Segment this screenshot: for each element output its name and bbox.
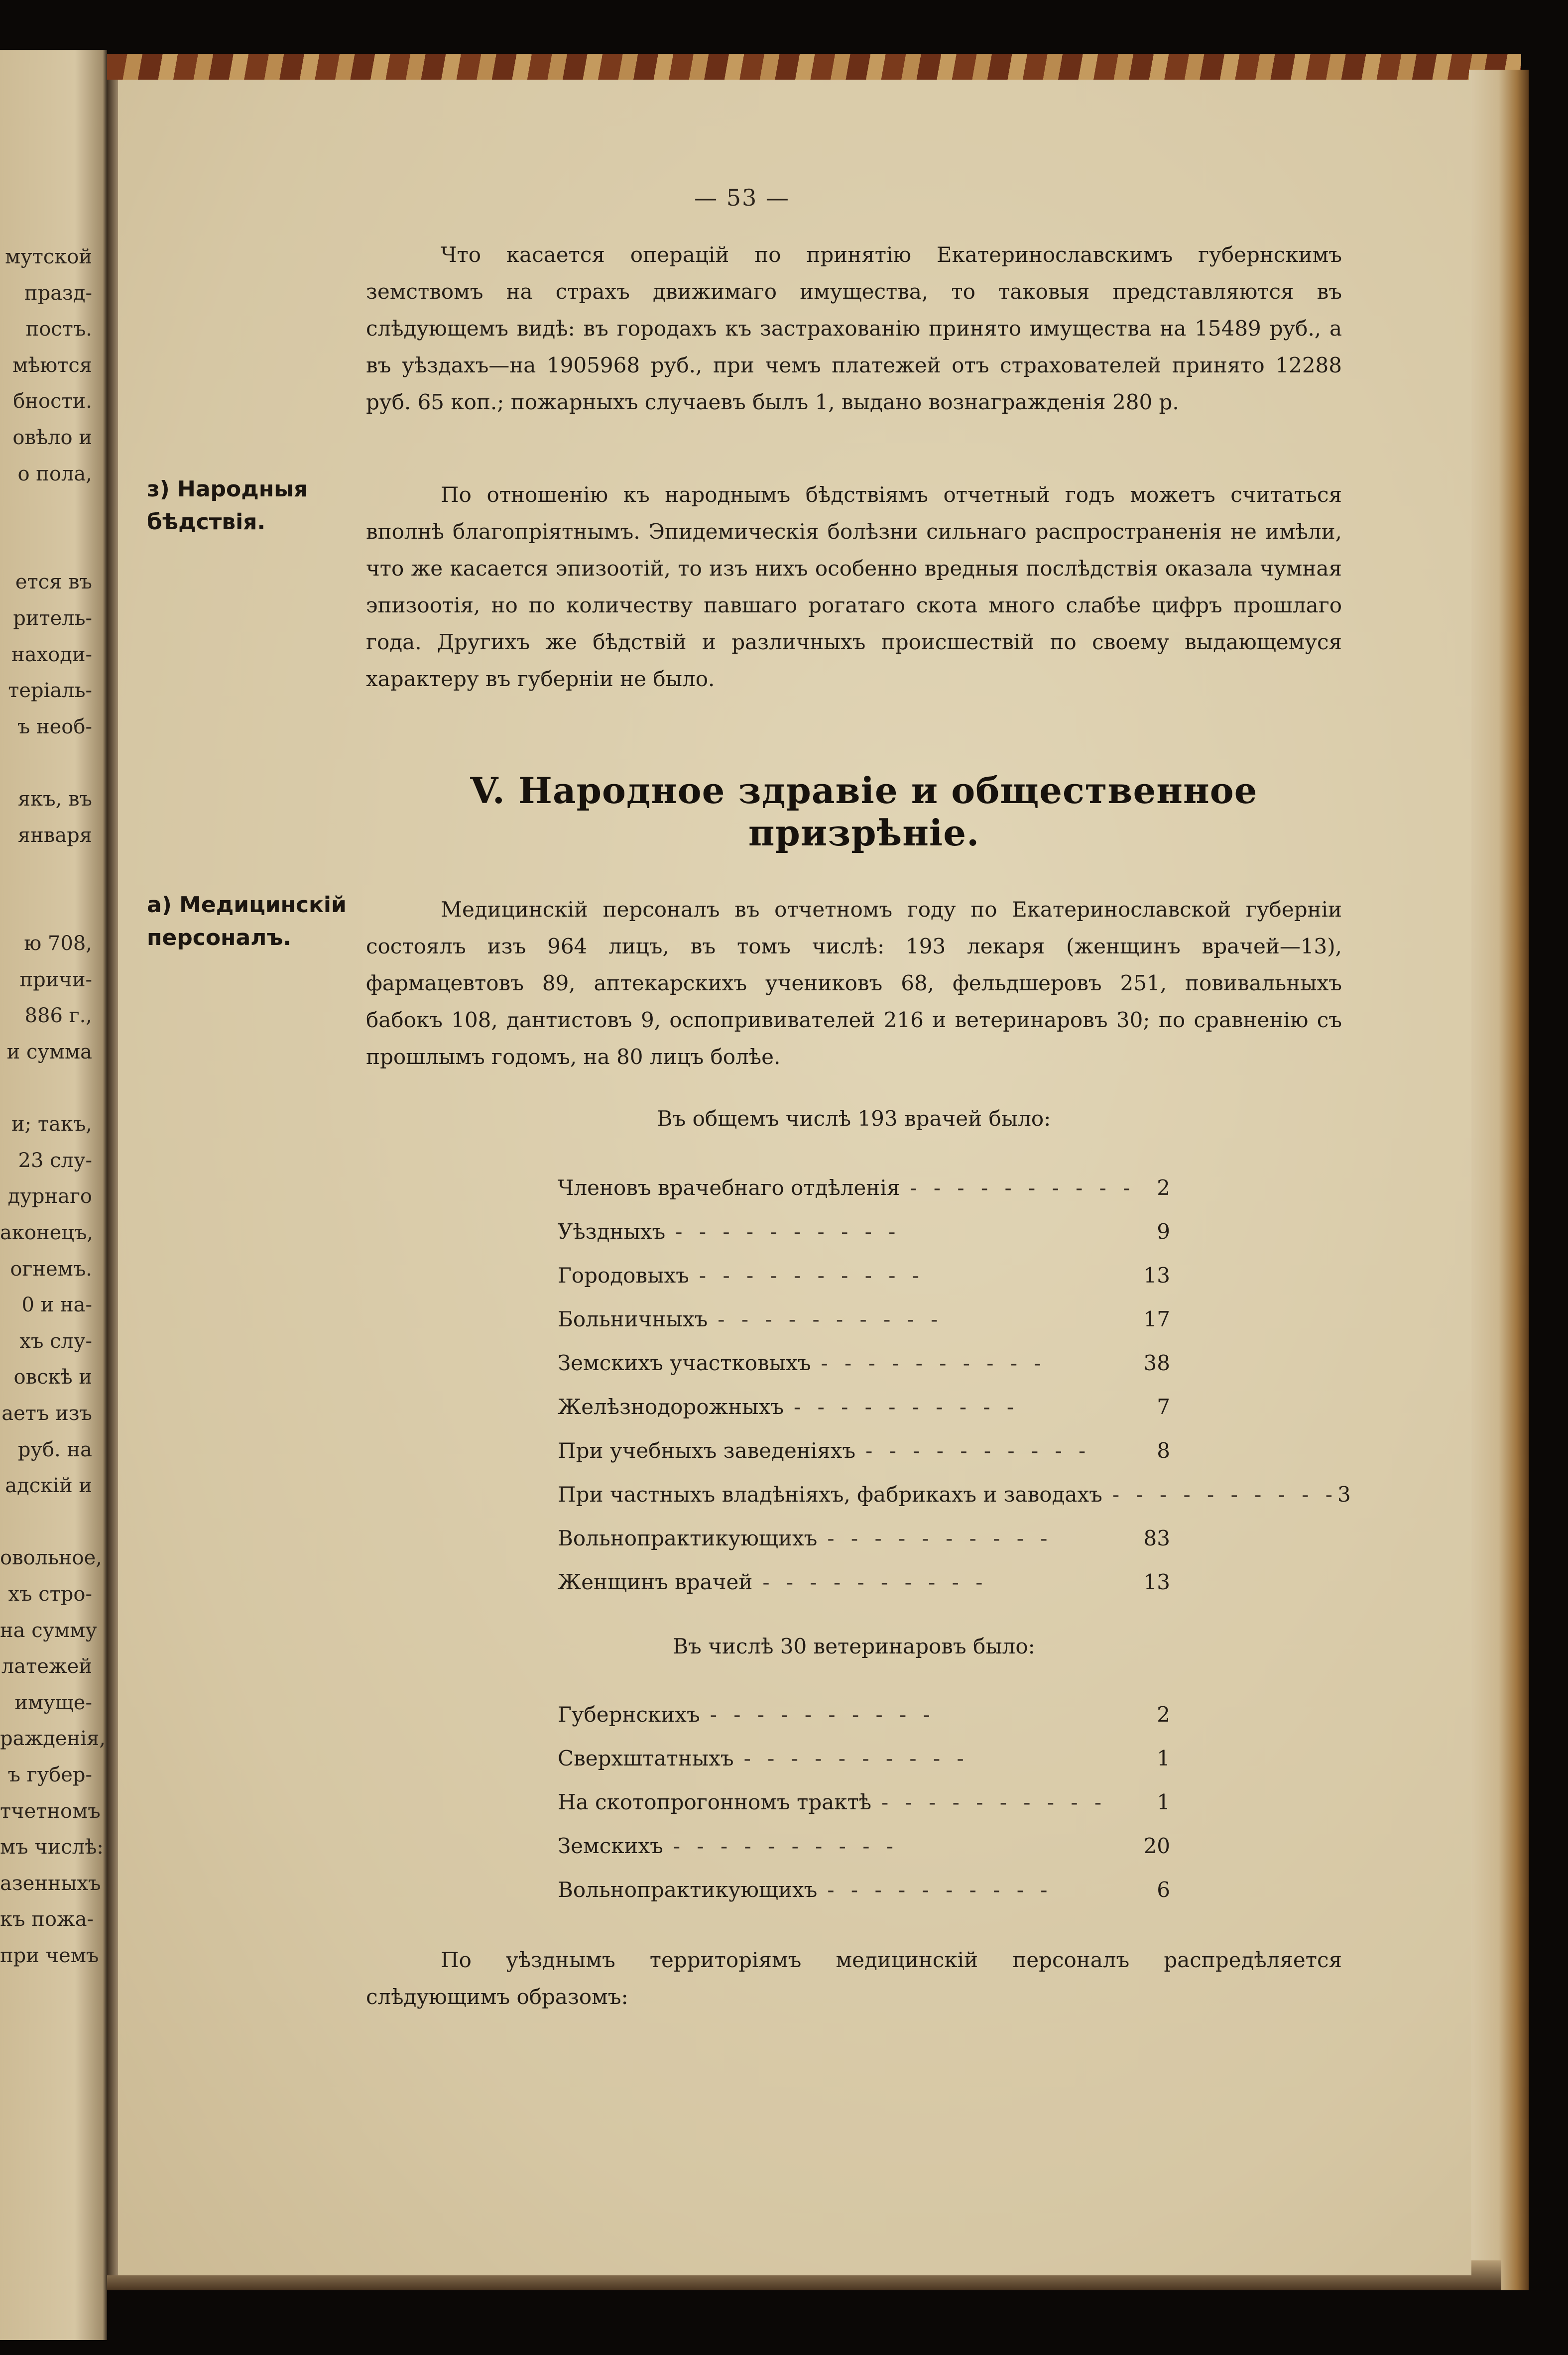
vet-category-label: Земскихъ <box>558 1834 663 1858</box>
facing-page-line: ю 708, <box>24 932 92 955</box>
facing-page-line: января <box>17 824 92 847</box>
facing-page-line <box>0 1070 92 1107</box>
doctor-category-row <box>558 1166 1170 1210</box>
doctor-category-value: 38 <box>1143 1351 1170 1375</box>
vet-category-label: Губернскихъ <box>558 1702 700 1727</box>
facing-page-line: хъ слу- <box>19 1329 92 1353</box>
vets-list <box>558 1693 1170 1912</box>
vet-category-value: 1 <box>1157 1746 1170 1770</box>
doctor-category-label: Больничныхъ <box>558 1307 708 1331</box>
facing-page-line: азенныхъ <box>0 1872 101 1895</box>
paragraph-disasters: По отношенію къ народнымъ бѣдствіямъ отчетный годъ можетъ считаться вполнѣ благопріятнымъ. Эпидемическія болѣзни сильнаго распространенія не имѣли, что же касается эпизоотій, то изъ нихъ особенно вредныя послѣдствія оказала чумная эпизоотія, но по количеству павшаго рогатаго скота много слабѣе цифръ прошлаго года. Другихъ же бѣдствій и различныхъ происшествій по своему выдающемуся характеру въ губерніи не было. <box>366 482 1342 691</box>
doctor-category-label: При частныхъ владѣніяхъ, фабрикахъ и заводахъ <box>558 1482 1102 1507</box>
paragraph-distribution: По уѣзднымъ территоріямъ медицинскій персоналъ распредѣляется слѣдующимъ образомъ: <box>366 1948 1342 2009</box>
facing-page-line: латежей <box>1 1655 92 1678</box>
dash-leader: - - - - - - - - - - <box>743 1746 969 1770</box>
vet-category-label: Сверхштатныхъ <box>558 1746 734 1770</box>
dash-leader: - - - - - - - - - - <box>821 1351 1046 1375</box>
vet-category-row <box>558 1824 1170 1868</box>
facing-page-line: 0 и на- <box>21 1294 92 1317</box>
facing-page-line: овольное, <box>0 1546 102 1570</box>
facing-page-line: ражденія, <box>0 1727 106 1751</box>
dash-leader: - - - - - - - - - - <box>710 1702 935 1727</box>
doctor-category-label: Желѣзнодорожныхъ <box>558 1395 784 1419</box>
dash-leader: - - - - - - - - - - <box>699 1263 924 1288</box>
facing-page-line: и; такъ, <box>11 1113 92 1136</box>
vet-category-row <box>558 1693 1170 1737</box>
doctor-category-row <box>558 1473 1351 1517</box>
vet-category-label: Вольнопрактикующихъ <box>558 1878 818 1902</box>
vet-category-value: 1 <box>1157 1790 1170 1814</box>
dash-leader: - - - - - - - - - - <box>827 1878 1053 1902</box>
dash-leader: - - - - - - - - - - <box>794 1395 1019 1419</box>
facing-page-fragments <box>0 239 106 1974</box>
doctor-category-value: 8 <box>1157 1438 1170 1463</box>
facing-page-line: находи- <box>11 643 92 666</box>
facing-page-line: овѣло и <box>12 426 92 449</box>
doctor-category-label: Членовъ врачебнаго отдѣленія <box>558 1176 900 1200</box>
facing-page-line: огнемъ. <box>10 1257 92 1281</box>
facing-page-line: и сумма <box>6 1041 92 1064</box>
doctors-intro: Въ общемъ числѣ 193 врачей было: <box>657 1106 1051 1131</box>
dash-leader: - - - - - - - - - - <box>718 1307 943 1331</box>
facing-page-line: адскій и <box>5 1474 92 1498</box>
vet-category-value: 2 <box>1157 1702 1170 1727</box>
facing-page-line <box>0 745 92 781</box>
doctor-category-label: Уѣздныхъ <box>558 1219 666 1244</box>
facing-page-line: бности. <box>13 390 92 413</box>
page-number: — 53 — <box>694 184 790 211</box>
dash-leader: - - - - - - - - - - <box>827 1526 1053 1550</box>
vet-category-value: 20 <box>1143 1834 1170 1858</box>
facing-page-line: аконецъ, <box>0 1221 94 1245</box>
doctor-category-value: 83 <box>1143 1526 1170 1550</box>
section-heading: V. Народное здравіе и общественное призрѣніе. <box>470 769 1258 854</box>
facing-page-line: ется въ <box>15 571 92 594</box>
facing-page-line: имуще- <box>14 1691 92 1714</box>
doctor-category-value: 9 <box>1157 1219 1170 1244</box>
doctor-category-row <box>558 1517 1170 1560</box>
facing-page-line: при чемъ <box>0 1944 99 1967</box>
doctor-category-label: Городовыхъ <box>558 1263 689 1288</box>
doctor-category-label: Вольнопрактикующихъ <box>558 1526 818 1550</box>
margin-note-personnel: а) Медицинскій персоналъ. <box>147 892 347 950</box>
vet-category-row <box>558 1868 1170 1912</box>
facing-page-line: ъ необ- <box>17 715 92 738</box>
doctor-category-value: 17 <box>1143 1307 1170 1331</box>
facing-page-line: постъ. <box>25 318 92 341</box>
doctor-category-value: 2 <box>1157 1176 1170 1200</box>
doctor-category-row <box>558 1560 1170 1604</box>
facing-page-line: аетъ изъ <box>1 1402 92 1425</box>
doctor-category-label: При учебныхъ заведеніяхъ <box>558 1438 856 1463</box>
facing-page-line <box>0 890 92 926</box>
page-gutter <box>107 80 118 2275</box>
vet-category-label: На скотопрогонномъ трактѣ <box>558 1790 872 1814</box>
dash-leader: - - - - - - - - - - <box>910 1176 1135 1200</box>
facing-page-line <box>0 853 92 890</box>
facing-page-line: тчетномъ <box>0 1799 101 1823</box>
doctor-category-row <box>558 1429 1170 1473</box>
facing-page-line: ъ губер- <box>7 1763 92 1786</box>
book-right-edge <box>1469 70 1529 2290</box>
facing-page-line: мѣются <box>12 353 92 377</box>
facing-page-line: хъ стро- <box>8 1582 92 1606</box>
vet-category-row <box>558 1737 1170 1780</box>
doctor-category-row <box>558 1297 1170 1341</box>
facing-page-line: празд- <box>24 281 92 305</box>
facing-page-line <box>0 492 92 528</box>
facing-page-line: о пола, <box>17 462 92 485</box>
facing-page-line: къ пожа- <box>0 1908 94 1931</box>
doctor-category-value: 3 <box>1337 1482 1351 1507</box>
margin-note-disasters: з) Народныя бѣдствія. <box>147 476 308 535</box>
dash-leader: - - - - - - - - - - <box>673 1834 898 1858</box>
doctor-category-row <box>558 1254 1170 1297</box>
facing-page-line: овскѣ и <box>13 1366 92 1389</box>
doctor-category-row <box>558 1341 1170 1385</box>
doctor-category-value: 13 <box>1143 1570 1170 1594</box>
facing-page-line: на сумму <box>0 1619 97 1642</box>
doctor-category-value: 7 <box>1157 1395 1170 1419</box>
vet-category-row <box>558 1780 1170 1824</box>
facing-page-line <box>0 528 92 565</box>
facing-page-line <box>0 1504 92 1540</box>
facing-page-line: 23 слу- <box>18 1149 92 1172</box>
doctor-category-label: Земскихъ участковыхъ <box>558 1351 811 1375</box>
facing-page-line: причи- <box>19 968 92 991</box>
paragraph-personnel: Медицинскій персоналъ въ отчетномъ году по Екатеринославской губерніи состоялъ изъ 964 лицъ, въ томъ числѣ: 193 лекаря (женщинъ врачей—13), фармацевтовъ 89, аптекарскихъ учениковъ 68, фельдшеровъ 251, повивальныхъ бабокъ 108, дантистовъ 9, оспопрививателей 216 и ветеринаровъ 30; по сравненію съ прошлымъ годомъ, на 80 лицъ болѣе. <box>366 897 1342 1069</box>
facing-page-line: мъ числѣ: <box>0 1836 104 1859</box>
dash-leader: - - - - - - - - - - <box>675 1219 901 1244</box>
facing-page-line: якъ, въ <box>17 787 92 811</box>
dash-leader: - - - - - - - - - - <box>762 1570 988 1594</box>
doctors-list <box>558 1166 1351 1604</box>
dash-leader: - - - - - - - - - - <box>865 1438 1091 1463</box>
doctor-category-value: 13 <box>1143 1263 1170 1288</box>
facing-page-line: ритель- <box>13 606 92 630</box>
facing-page-line: мутской <box>5 245 92 268</box>
facing-page-line: дурнаго <box>7 1185 92 1208</box>
dash-leader: - - - - - - - - - - <box>881 1790 1107 1814</box>
doctor-category-row <box>558 1210 1170 1254</box>
facing-page-line: 886 г., <box>24 1004 92 1028</box>
facing-page-line: руб. на <box>17 1438 92 1461</box>
vets-intro: Въ числѣ 30 ветеринаровъ было: <box>673 1634 1035 1658</box>
facing-page-line: теріаль- <box>8 679 92 703</box>
doctor-category-label: Женщинъ врачей <box>558 1570 753 1594</box>
paragraph-insurance: Что касается операцій по принятію Екатеринославскимъ губернскимъ земствомъ на страхъ движимаго имущества, то таковыя представляются въ слѣдующемъ видѣ: въ городахъ къ застрахованію принято имущества на 15489 руб., а въ уѣздахъ—на 1905968 руб., при чемъ платежей отъ страхователей принято 12288 руб. 65 коп.; пожарныхъ случаевъ былъ 1, выдано вознагражденія 280 р. <box>366 242 1342 414</box>
dash-leader: - - - - - - - - - - <box>1112 1482 1337 1507</box>
doctor-category-row <box>558 1385 1170 1429</box>
vet-category-value: 6 <box>1157 1878 1170 1902</box>
